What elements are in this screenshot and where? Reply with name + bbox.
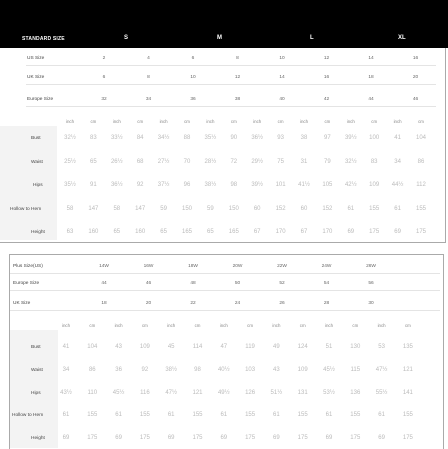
size-value: 14 <box>368 56 374 61</box>
size-value: 46 <box>412 97 419 102</box>
unit-label: inch <box>272 323 281 328</box>
measurement-value: 68 <box>136 159 144 165</box>
measurement-value: 61 <box>378 412 385 418</box>
size-row-label: Plus Size(US) <box>13 264 43 269</box>
size-row-label: UK Size <box>27 75 45 80</box>
measurement-value: 83 <box>370 159 378 165</box>
measurement-value: 58 <box>66 206 74 212</box>
measurement-value: 112 <box>416 182 426 188</box>
unit-label: cm <box>324 119 331 124</box>
measurement-value: 43 <box>115 344 122 350</box>
measurement-value: 115 <box>350 367 361 373</box>
measurement-value: 69 <box>115 435 122 441</box>
unit-label: inch <box>393 119 402 124</box>
measurement-row-label: Height <box>31 230 45 235</box>
measurement-value: 165 <box>228 229 239 235</box>
measurement-value: 150 <box>228 206 239 212</box>
measurement-value: 155 <box>369 206 380 212</box>
measurement-value: 175 <box>402 435 413 441</box>
measurement-value: 92 <box>136 182 144 188</box>
unit-label: cm <box>89 323 96 328</box>
size-value: 20 <box>412 75 419 80</box>
measurement-value: 135 <box>402 344 413 350</box>
unit-label: cm <box>230 119 237 124</box>
measurement-value: 51½ <box>270 390 283 396</box>
measurement-value: 90 <box>230 135 238 141</box>
unit-label: cm <box>137 119 144 124</box>
measurement-value: 152 <box>322 206 333 212</box>
unit-label: inch <box>167 323 176 328</box>
measurement-value: 69 <box>220 435 228 441</box>
measurement-value: 147 <box>88 206 99 212</box>
measurement-value: 36½ <box>251 135 264 141</box>
measurement-value: 152 <box>275 206 286 212</box>
measurement-value: 84 <box>136 135 144 141</box>
measurement-value: 49 <box>273 344 280 350</box>
measurement-value: 105 <box>322 182 333 188</box>
measurement-value: 175 <box>139 435 150 441</box>
measurement-value: 70 <box>183 159 191 165</box>
size-value: 12 <box>234 75 241 80</box>
unit-label: cm <box>352 323 359 328</box>
size-xl-label: XL <box>398 35 406 41</box>
size-value: 54 <box>323 281 330 286</box>
size-value: 26 <box>279 301 285 306</box>
size-value: 14W <box>99 264 109 269</box>
measurement-value: 79 <box>324 159 331 165</box>
measurement-value: 65 <box>90 159 97 165</box>
measurement-value: 59 <box>160 206 167 212</box>
measurement-value: 63 <box>66 229 74 235</box>
measurement-value: 175 <box>415 229 427 235</box>
measurement-value: 58 <box>113 206 121 212</box>
measurement-value: 69 <box>167 435 175 441</box>
size-row-label: US Size <box>27 56 45 61</box>
measurement-value: 150 <box>181 206 193 212</box>
measurement-value: 42½ <box>344 182 357 188</box>
measurement-value: 29½ <box>251 159 264 165</box>
size-row-label: UK Size <box>13 301 31 306</box>
size-value: 12 <box>323 56 330 61</box>
measurement-value: 155 <box>415 206 427 212</box>
size-value: 8 <box>236 56 239 61</box>
measurement-value: 114 <box>192 344 203 350</box>
measurement-value: 32½ <box>344 159 357 165</box>
measurement-value: 98 <box>230 182 238 188</box>
measurement-value: 44½ <box>391 182 404 188</box>
measurement-row-label: Hollow to Hem <box>12 413 44 418</box>
unit-label: cm <box>194 323 201 328</box>
measurement-value: 36 <box>115 367 122 373</box>
measurement-value: 32½ <box>64 135 76 141</box>
standard-size-title: STANDARD SIZE <box>22 36 65 42</box>
measurement-value: 131 <box>297 390 308 396</box>
measurement-value: 155 <box>402 412 413 418</box>
size-value: 42 <box>323 97 330 102</box>
unit-label: inch <box>219 323 228 328</box>
measurement-value: 47½ <box>375 367 388 373</box>
row-divider <box>10 290 440 291</box>
size-value: 32 <box>101 97 107 102</box>
size-value: 38 <box>234 97 241 102</box>
measurement-value: 43½ <box>60 390 72 396</box>
measurement-value: 126 <box>245 390 256 396</box>
measurement-value: 38½ <box>165 367 178 373</box>
measurement-value: 175 <box>192 435 203 441</box>
size-value: 14 <box>279 75 285 80</box>
measurement-value: 40½ <box>217 367 230 373</box>
unit-label: inch <box>159 119 168 124</box>
measurement-value: 93 <box>277 135 284 141</box>
measurement-value: 75 <box>277 159 284 165</box>
measurement-row-label: Bust <box>31 345 41 350</box>
measurement-value: 34 <box>394 159 401 165</box>
measurement-value: 35½ <box>64 182 76 188</box>
measurement-value: 47½ <box>165 390 178 396</box>
measurement-value: 155 <box>245 412 256 418</box>
measurement-value: 27½ <box>157 159 170 165</box>
measurement-value: 45½ <box>323 367 335 373</box>
measurement-value: 49½ <box>217 390 230 396</box>
measurement-value: 155 <box>350 412 361 418</box>
row-divider <box>26 106 436 107</box>
measurement-row-label: Bust <box>31 136 41 141</box>
measurement-value: 101 <box>275 182 286 188</box>
unit-label: inch <box>114 323 123 328</box>
size-value: 44 <box>101 281 107 286</box>
size-value: 56 <box>368 281 374 286</box>
measurement-value: 130 <box>350 344 361 350</box>
measurement-value: 155 <box>297 412 308 418</box>
measurement-value: 69 <box>347 229 355 235</box>
unit-label: cm <box>418 119 424 124</box>
size-value: 18W <box>188 264 198 269</box>
measurement-value: 88 <box>183 135 191 141</box>
measurement-value: 60 <box>300 206 308 212</box>
size-value: 10 <box>279 56 285 61</box>
row-divider <box>10 310 440 311</box>
unit-label: inch <box>377 323 386 328</box>
size-value: 8 <box>147 75 150 80</box>
measurement-value: 45 <box>167 344 175 350</box>
measurement-value: 53½ <box>323 390 335 396</box>
measurement-value: 104 <box>87 344 98 350</box>
unit-label: inch <box>324 323 334 328</box>
size-value: 22 <box>190 301 196 306</box>
unit-label: cm <box>371 119 378 124</box>
measurement-value: 170 <box>322 229 333 235</box>
size-value: 52 <box>279 281 285 286</box>
measurement-value: 124 <box>297 344 308 350</box>
size-row-label: Europe Size <box>27 97 54 102</box>
measurement-value: 47 <box>220 344 228 350</box>
measurement-value: 43 <box>273 367 280 373</box>
size-value: 24 <box>234 301 241 306</box>
measurement-value: 36½ <box>110 182 123 188</box>
unit-label: cm <box>404 323 411 328</box>
size-value: 2 <box>102 56 106 61</box>
unit-label: inch <box>299 119 309 124</box>
size-value: 48 <box>190 281 196 286</box>
measurement-value: 67 <box>300 229 308 235</box>
measurement-value: 69 <box>62 435 70 441</box>
size-m-label: M <box>217 35 222 41</box>
measurement-value: 38½ <box>204 182 217 188</box>
size-value: 10 <box>190 75 196 80</box>
measurement-value: 170 <box>275 229 286 235</box>
size-value: 26W <box>366 264 376 269</box>
measurement-value: 97 <box>324 135 331 141</box>
unit-label: inch <box>346 119 355 124</box>
measurement-value: 69 <box>378 435 385 441</box>
measurement-row-label: Hips <box>31 391 41 396</box>
measurement-value: 175 <box>369 229 380 235</box>
size-l-label: L <box>310 35 314 41</box>
measurement-value: 116 <box>140 390 150 396</box>
measurement-value: 65 <box>160 229 167 235</box>
measurement-value: 175 <box>350 435 361 441</box>
measurement-value: 160 <box>88 229 99 235</box>
unit-label: cm <box>247 323 254 328</box>
measurement-value: 121 <box>402 367 413 373</box>
measurement-value: 31 <box>300 159 308 165</box>
size-value: 24W <box>321 264 332 269</box>
size-value: 18 <box>101 301 107 306</box>
measurement-value: 61 <box>273 412 280 418</box>
measurement-value: 72 <box>230 159 238 165</box>
measurement-value: 83 <box>90 135 97 141</box>
measurement-value: 26½ <box>110 159 123 165</box>
measurement-value: 109 <box>139 344 150 350</box>
size-value: 4 <box>147 56 150 61</box>
measurement-value: 61 <box>62 412 70 418</box>
unit-label: inch <box>112 119 121 124</box>
measurement-value: 61 <box>220 412 228 418</box>
unit-label: cm <box>90 119 97 124</box>
unit-label: cm <box>184 119 190 124</box>
measurement-value: 55½ <box>375 390 388 396</box>
measurement-value: 37½ <box>157 182 170 188</box>
row-divider <box>26 65 436 66</box>
measurement-value: 86 <box>417 159 425 165</box>
unit-label: inch <box>206 119 215 124</box>
measurement-value: 109 <box>297 367 308 373</box>
size-value: 46 <box>145 281 152 286</box>
measurement-value: 92 <box>141 367 149 373</box>
measurement-value: 53 <box>378 344 385 350</box>
measurement-value: 45½ <box>112 390 125 396</box>
measurement-value: 86 <box>88 367 96 373</box>
standard-size-table <box>0 48 446 243</box>
size-s-label: S <box>124 35 129 41</box>
size-value: 18 <box>368 75 374 80</box>
measurement-value: 33½ <box>110 135 123 141</box>
measurement-value: 28½ <box>204 159 217 165</box>
measurement-value: 41½ <box>298 182 310 188</box>
measurement-row-label: Hips <box>33 183 43 188</box>
measurement-value: 119 <box>245 344 255 350</box>
measurement-value: 155 <box>192 412 203 418</box>
measurement-value: 69 <box>394 229 401 235</box>
measurement-value: 61 <box>394 206 401 212</box>
measurement-value: 136 <box>350 390 361 396</box>
size-value: 28 <box>323 301 330 306</box>
measurement-row-label: Height <box>31 436 45 441</box>
measurement-value: 51 <box>325 344 333 350</box>
size-value: 22W <box>277 264 287 269</box>
measurement-value: 69 <box>325 435 333 441</box>
unit-label: inch <box>61 323 71 328</box>
size-value: 44 <box>368 97 374 102</box>
row-divider <box>10 273 440 274</box>
measurement-value: 69 <box>273 435 280 441</box>
size-value: 40 <box>279 97 285 102</box>
size-value: 34 <box>145 97 152 102</box>
measurement-value: 109 <box>369 182 380 188</box>
measurement-value: 39½ <box>251 182 264 188</box>
measurement-value: 65 <box>207 229 214 235</box>
size-value: 20 <box>145 301 152 306</box>
measurement-value: 175 <box>245 435 256 441</box>
size-value: 20W <box>232 264 243 269</box>
size-value: 16 <box>323 75 330 80</box>
measurement-value: 41 <box>62 344 70 350</box>
measurement-row-label: Hollow to Hem <box>10 207 42 212</box>
measurement-value: 104 <box>415 135 427 141</box>
size-value: 36 <box>190 97 196 102</box>
measurement-value: 38 <box>300 135 308 141</box>
measurement-value: 175 <box>87 435 98 441</box>
measurement-value: 59 <box>207 206 214 212</box>
measurement-value: 61 <box>115 412 122 418</box>
measurement-value: 121 <box>192 390 203 396</box>
measurement-value: 34 <box>62 367 70 373</box>
measurement-value: 141 <box>402 390 413 396</box>
measurement-value: 25½ <box>64 159 76 165</box>
unit-label: cm <box>299 323 306 328</box>
size-value: 6 <box>191 56 195 61</box>
measurement-value: 147 <box>135 206 146 212</box>
measurement-value: 175 <box>297 435 308 441</box>
size-row-label: Europe Size <box>13 281 40 286</box>
measurement-value: 103 <box>245 367 256 373</box>
measurement-value: 67 <box>253 229 261 235</box>
measurement-value: 35½ <box>204 135 217 141</box>
measurement-value: 100 <box>369 135 380 141</box>
size-value: 50 <box>234 281 241 286</box>
measurement-value: 110 <box>87 390 98 396</box>
measurement-value: 91 <box>90 182 97 188</box>
unit-label: cm <box>277 119 284 124</box>
plus-size-table <box>9 254 444 449</box>
size-value: 16 <box>412 56 419 61</box>
measurement-value: 165 <box>181 229 193 235</box>
measurement-value: 34½ <box>157 135 170 141</box>
unit-label: inch <box>65 119 75 124</box>
measurement-value: 60 <box>253 206 261 212</box>
measurement-value: 160 <box>135 229 146 235</box>
measurement-value: 41 <box>394 135 401 141</box>
size-value: 6 <box>102 75 106 80</box>
measurement-value: 98 <box>194 367 201 373</box>
measurement-value: 96 <box>183 182 191 188</box>
measurement-value: 155 <box>87 412 98 418</box>
measurement-value: 155 <box>139 412 150 418</box>
measurement-value: 39½ <box>344 135 357 141</box>
size-header-bar <box>0 0 448 48</box>
measurement-label-column <box>0 126 57 240</box>
measurement-value: 61 <box>167 412 175 418</box>
size-value: 30 <box>368 301 374 306</box>
measurement-row-label: Waist <box>31 368 43 373</box>
size-value: 16W <box>143 264 154 269</box>
measurement-row-label: Waist <box>31 160 43 165</box>
unit-label: inch <box>253 119 262 124</box>
measurement-value: 61 <box>325 412 333 418</box>
measurement-value: 61 <box>347 206 355 212</box>
unit-label: cm <box>141 323 148 328</box>
row-divider <box>26 84 436 85</box>
measurement-value: 65 <box>113 229 121 235</box>
